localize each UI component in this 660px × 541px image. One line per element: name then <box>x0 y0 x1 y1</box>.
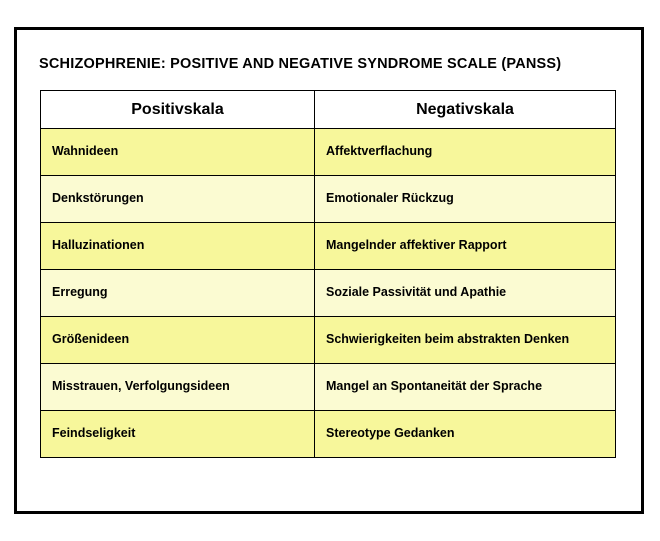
slide-frame <box>14 27 644 514</box>
table-row <box>41 223 616 270</box>
table-row <box>41 411 616 458</box>
table-row <box>41 176 616 223</box>
cell-positive: Wahnideen <box>41 129 315 176</box>
cell-negative: Affektverflachung <box>315 129 616 176</box>
cell-negative: Emotionaler Rückzug <box>315 176 616 223</box>
cell-negative: Mangel an Spontaneität der Sprache <box>315 364 616 411</box>
panss-table <box>40 90 616 458</box>
cell-negative: Soziale Passivität und Apathie <box>315 270 616 317</box>
table-row <box>41 317 616 364</box>
cell-positive: Misstrauen, Verfolgungsideen <box>41 364 315 411</box>
cell-positive: Feindseligkeit <box>41 411 315 458</box>
table-row <box>41 270 616 317</box>
cell-positive: Halluzinationen <box>41 223 315 270</box>
table-row <box>41 129 616 176</box>
page-title: SCHIZOPHRENIE: POSITIVE AND NEGATIVE SYNDROME SCALE (PANSS) <box>39 56 562 72</box>
cell-positive: Denkstörungen <box>41 176 315 223</box>
cell-positive: Erregung <box>41 270 315 317</box>
column-header-negative: Negativskala <box>315 91 616 129</box>
column-header-positive: Positivskala <box>41 91 315 129</box>
table-header-row <box>41 91 616 129</box>
table-row <box>41 364 616 411</box>
cell-negative: Mangelnder affektiver Rapport <box>315 223 616 270</box>
cell-positive: Größenideen <box>41 317 315 364</box>
cell-negative: Stereotype Gedanken <box>315 411 616 458</box>
cell-negative: Schwierigkeiten beim abstrakten Denken <box>315 317 616 364</box>
